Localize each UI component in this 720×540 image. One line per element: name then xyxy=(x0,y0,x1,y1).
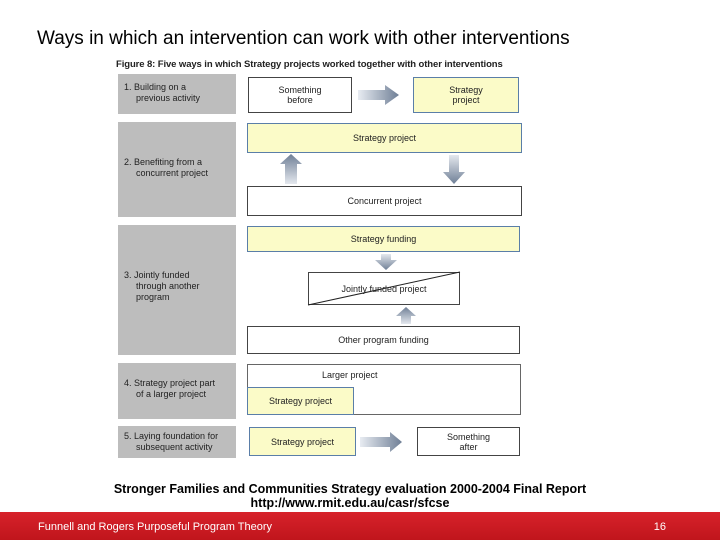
strategy-project-2-label: Strategy project xyxy=(352,133,417,143)
down-arrow-icon xyxy=(443,155,465,184)
strategy-funding-label: Strategy funding xyxy=(350,234,417,244)
slide-title: Ways in which an intervention can work with other interventions xyxy=(37,28,570,49)
strategy-project-5-label: Strategy project xyxy=(270,436,335,447)
row-3-label-line-3: program xyxy=(136,292,170,302)
other-program-funding-label: Other program funding xyxy=(338,335,429,345)
caption-line-2: http://www.rmit.edu.au/casr/sfcse xyxy=(250,496,450,510)
something-before-line-2: before xyxy=(287,95,313,105)
right-arrow-icon xyxy=(360,432,402,452)
footer-text: Funnell and Rogers Purposeful Program Theory xyxy=(38,521,272,533)
up-arrow-icon xyxy=(280,154,302,184)
right-arrow-icon xyxy=(358,85,399,105)
something-after-line-2: after xyxy=(459,441,478,452)
row-2-label-line-2: concurrent project xyxy=(136,168,209,178)
row-1-label-line-2: previous activity xyxy=(136,93,201,103)
jointly-funded-project-label: Jointly funded project xyxy=(341,283,427,294)
row-1-label-line-1: 1. Building on a xyxy=(124,82,187,92)
strategy-project-4-label: Strategy project xyxy=(268,396,333,406)
row-4-label-line-2: of a larger project xyxy=(136,389,207,399)
up-arrow-icon xyxy=(396,307,416,324)
row-5-label-line-2: subsequent activity xyxy=(136,442,213,452)
figure-title: Figure 8: Five ways in which Strategy projects worked together with other interventions xyxy=(116,59,503,70)
row-4-label-line-1: 4. Strategy project part xyxy=(124,378,216,388)
concurrent-project-label: Concurrent project xyxy=(347,196,422,206)
something-after-line-1: Something xyxy=(446,431,491,442)
strategy-project-1-line-1: Strategy xyxy=(449,85,483,95)
row-3-label-line-2: through another xyxy=(136,281,200,291)
row-2-label-line-1: 2. Benefiting from a xyxy=(124,157,203,167)
row-3-label-line-1: 3. Jointly funded xyxy=(124,270,190,280)
larger-project-label: Larger project xyxy=(322,370,378,380)
down-arrow-icon xyxy=(375,254,397,270)
caption-line-1: Stronger Families and Communities Strategy evaluation 2000-2004 Final Report xyxy=(113,482,587,496)
strategy-project-1-line-2: project xyxy=(452,95,480,105)
page-number: 16 xyxy=(653,521,666,533)
row-5-label-line-1: 5. Laying foundation for xyxy=(124,431,219,441)
something-before-line-1: Something xyxy=(278,85,322,95)
